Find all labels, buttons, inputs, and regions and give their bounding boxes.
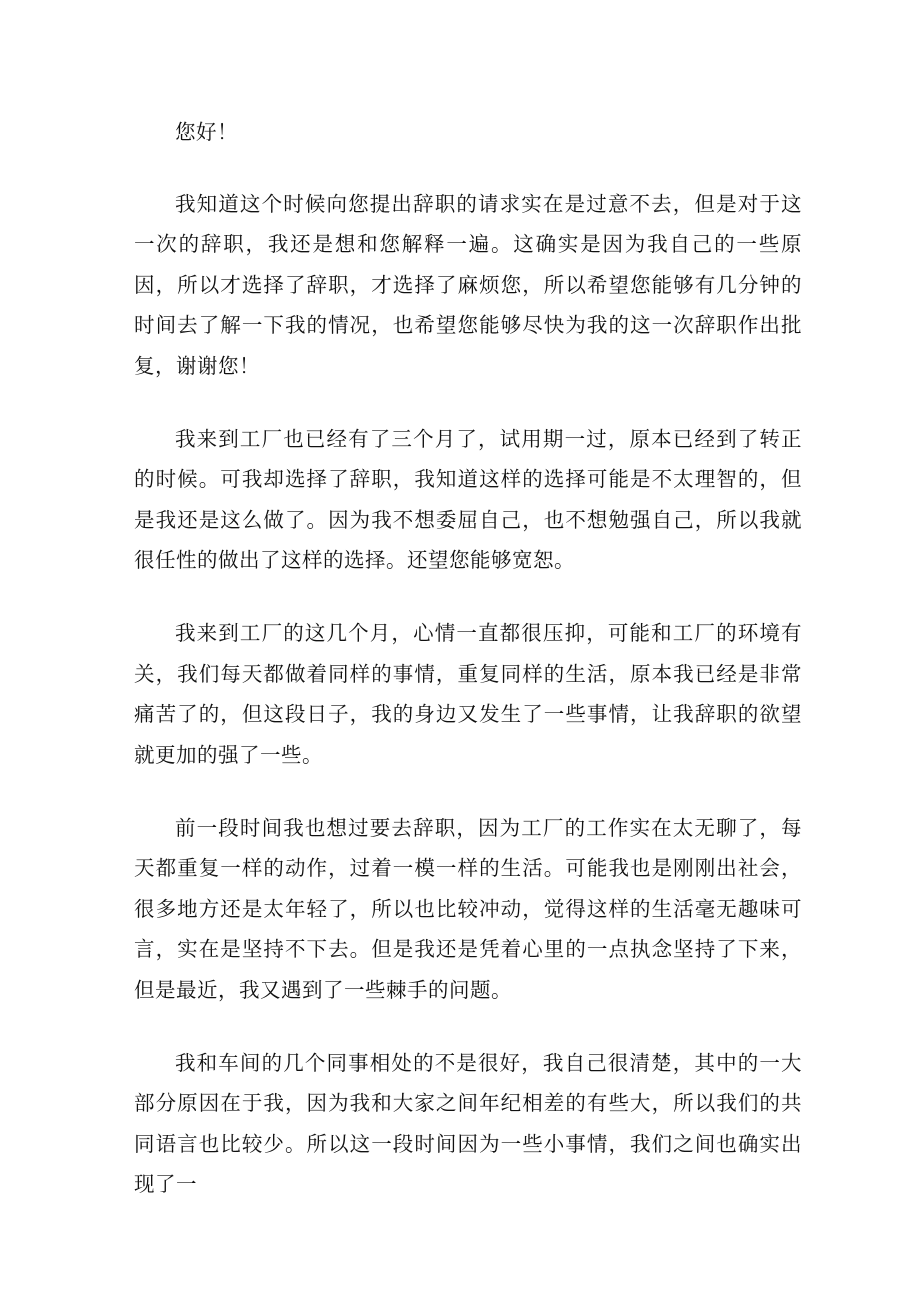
greeting-paragraph: 您好！ <box>175 120 238 144</box>
body-paragraph-5: 我和车间的几个同事相处的不是很好，我自己很清楚，其中的一大部分原因在于我，因为我和大家之间年纪相差的有些大，所以我们的共同语言也比较少。所以这一段时间因为一些小事情，我们之间也确实出现了一 <box>134 1050 802 1196</box>
body-paragraph-3: 我来到工厂的这几个月，心情一直都很压抑，可能和工厂的环境有关，我们每天都做着同样的事情，重复同样的生活，原本我已经是非常痛苦了的，但这段日子，我的身边又发生了一些事情，让我辞职的欲望就更加的强了一些。 <box>134 621 802 767</box>
body-paragraph-1: 我知道这个时候向您提出辞职的请求实在是过意不去，但是对于这一次的辞职，我还是想和您解释一遍。这确实是因为我自己的一些原因，所以才选择了辞职，才选择了麻烦您，所以希望您能够有几分钟的时间去了解一下我的情况，也希望您能够尽快为我的这一次辞职作出批复，谢谢您！ <box>134 191 802 378</box>
body-paragraph-4: 前一段时间我也想过要去辞职，因为工厂的工作实在太无聊了，每天都重复一样的动作，过着一模一样的生活。可能我也是刚刚出社会，很多地方还是太年轻了，所以也比较冲动，觉得这样的生活毫无趣味可言，实在是坚持不下去。但是我还是凭着心里的一点执念坚持了下来，但是最近，我又遇到了一些棘手的问题。 <box>134 815 802 1002</box>
letter-body <box>134 112 802 1205</box>
body-paragraph-2: 我来到工厂也已经有了三个月了，试用期一过，原本已经到了转正的时候。可我却选择了辞职，我知道这样的选择可能是不太理智的，但是我还是这么做了。因为我不想委屈自己，也不想勉强自己，所以我就很任性的做出了这样的选择。还望您能够宽恕。 <box>134 426 802 572</box>
